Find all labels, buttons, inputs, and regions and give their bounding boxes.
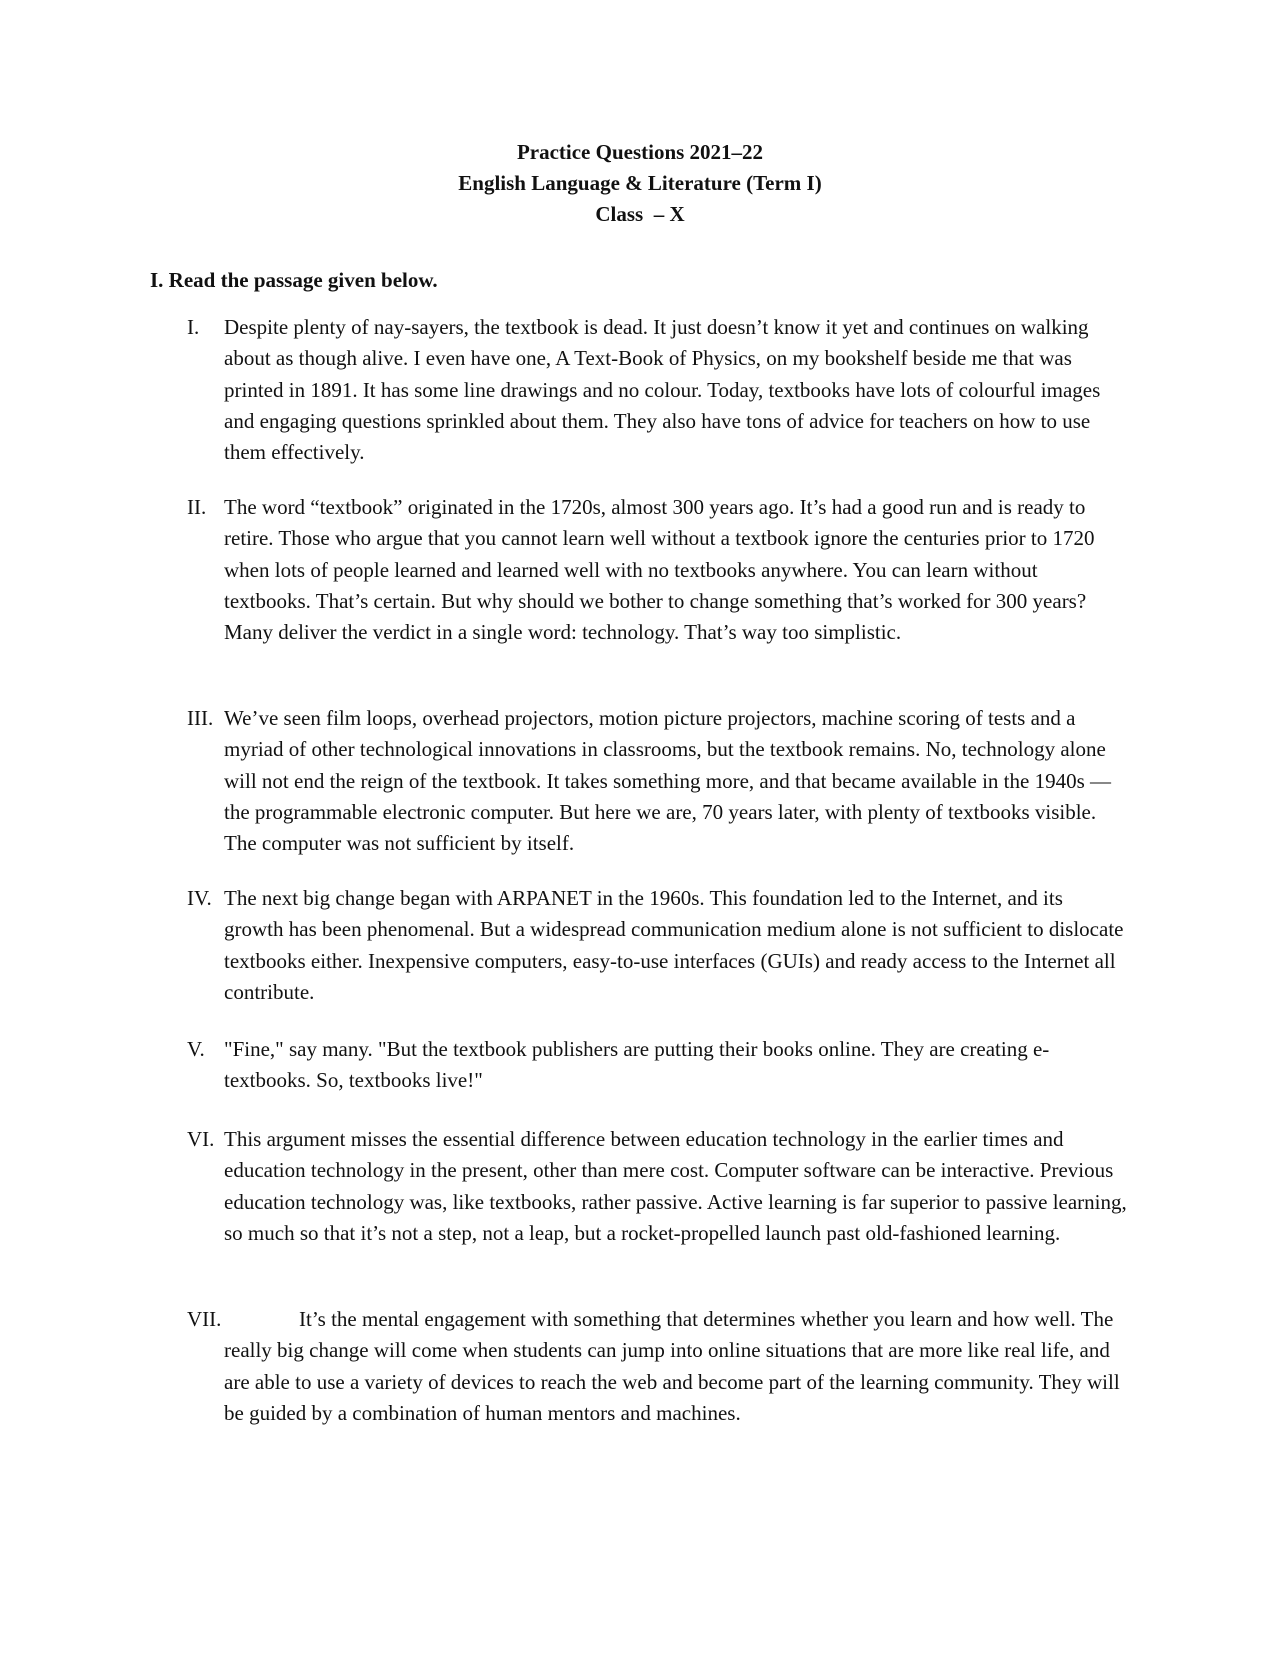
paragraph-number: II. (187, 495, 207, 519)
paragraph-1 (187, 312, 1127, 468)
paragraph-2 (187, 492, 1127, 648)
paragraph-3 (187, 703, 1127, 859)
header-title: Practice Questions 2021–22 (516, 140, 764, 164)
paragraph-number: V. (187, 1037, 205, 1061)
paragraph-number: VI. (187, 1127, 215, 1151)
paragraph-text: We’ve seen film loops, overhead projectors, motion picture projectors, machine scoring of tests and a myriad of other technological innovations in classrooms, but the textbook remains. No, technology alone will not end the reign of the textbook. It takes something more, and that became available in the 1940s — the programmable electronic computer. But here we are, 70 years later, with plenty of textbooks visible. The computer was not sufficient by itself. (224, 706, 1112, 856)
document-header (0, 137, 1280, 230)
paragraph-number: IV. (187, 886, 212, 910)
paragraph-text: The next big change began with ARPANET in the 1960s. This foundation led to the Internet, and its growth has been phenomenal. But a widespread communication medium alone is not sufficient to dislocate textbooks either. Inexpensive computers, easy-to-use interfaces (GUIs) and ready access to the Internet all contribute. (224, 886, 1124, 1004)
paragraph-7 (187, 1304, 1127, 1429)
header-class: Class – X (595, 202, 685, 226)
paragraph-5 (187, 1034, 1127, 1097)
paragraph-text: It’s the mental engagement with something that determines whether you learn and how well. The really big change will come when students can jump into online situations that are more like real life, and are able to use a variety of devices to reach the web and become part of the learning community. They will be guided by a combination of human mentors and machines. (224, 1307, 1120, 1425)
paragraph-text: Despite plenty of nay-sayers, the textbook is dead. It just doesn’t know it yet and continues on walking about as though alive. I even have one, A Text-Book of Physics, on my bookshelf beside me that was printed in 1891. It has some line drawings and no colour. Today, textbooks have lots of colourful images and engaging questions sprinkled about them. They also have tons of advice for teachers on how to use them effectively. (224, 315, 1101, 465)
paragraph-text: "Fine," say many. "But the textbook publishers are putting their books online. They are creating e-textbooks. So, textbooks live!" (224, 1037, 1050, 1093)
paragraph-number: I. (187, 315, 200, 339)
paragraph-6 (187, 1124, 1127, 1249)
paragraph-number: III. (187, 706, 214, 730)
header-subject: English Language & Literature (Term I) (458, 171, 822, 195)
paragraph-text: This argument misses the essential difference between education technology in the earlier times and education technology in the present, other than mere cost. Computer software can be interactive. Previous education technology was, like textbooks, rather passive. Active learning is far superior to passive learning, so much so that it’s not a step, not a leap, but a rocket-propelled launch past old-fashioned learning. (224, 1127, 1127, 1245)
paragraph-text: The word “textbook” originated in the 1720s, almost 300 years ago. It’s had a good run and is ready to retire. Those who argue that you cannot learn well without a textbook ignore the centuries prior to 1720 when lots of people learned and learned well with no textbooks anywhere. You can learn without textbooks. That’s certain. But why should we bother to change something that’s worked for 300 years? Many deliver the verdict in a single word: technology. That’s way too simplistic. (224, 495, 1095, 645)
paragraph-number: VII. (187, 1307, 222, 1331)
paragraph-4 (187, 883, 1127, 1008)
section-instruction: I. Read the passage given below. (150, 268, 438, 292)
